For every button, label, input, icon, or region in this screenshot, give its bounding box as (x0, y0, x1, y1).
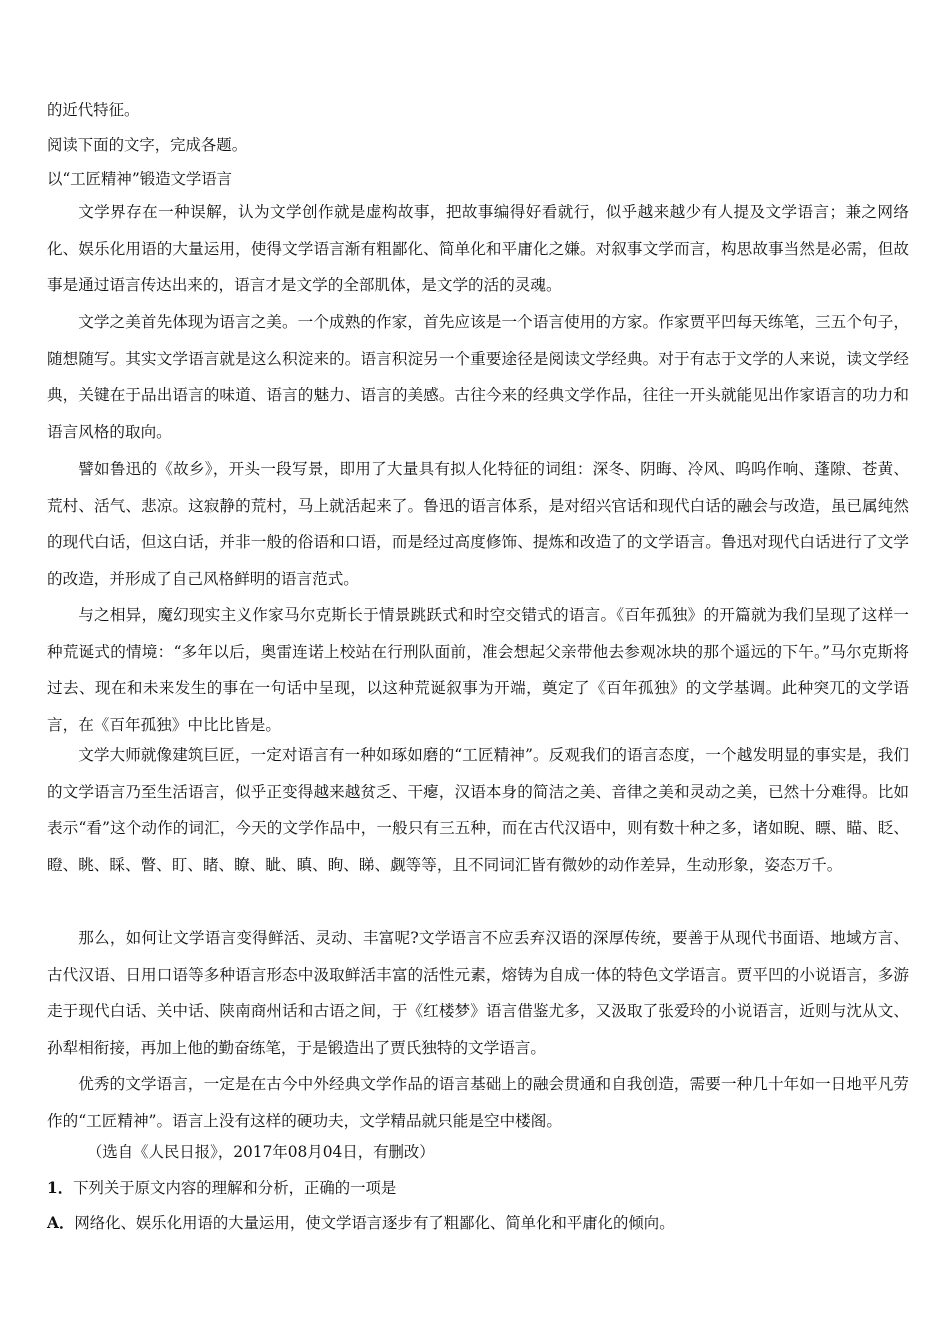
question-stem: 下列关于原文内容的理解和分析，正确的一项是 (73, 1179, 397, 1197)
article-paragraph-3: 譬如鲁迅的《故乡》，开头一段写景，即用了大量具有拟人化特征的词组：深冬、阴晦、冷风、呜呜作响、蓬隙、苍黄、荒村、活气、悲凉。这寂静的荒村，马上就活起来了。鲁迅的语言体系，是对绍兴官话和现代白话的融会与改造，虽已属纯然的现代白话，但这白话，并非一般的俗语和口语，而是经过高度修饰、提炼和改造了的文学语言。鲁迅对现代白话进行了文学的改造，并形成了自己风格鲜明的语言范式。 (47, 460, 909, 588)
article-paragraph-1: 文学界存在一种误解，认为文学创作就是虚构故事，把故事编得好看就行，似乎越来越少有人提及文学语言；兼之网络化、娱乐化用语的大量运用，使得文学语言渐有粗鄙化、简单化和平庸化之嫌。对叙事文学而言，构思故事当然是必需，但故事是通过语言传达出来的，语言才是文学的全部肌体，是文学的活的灵魂。 (47, 203, 909, 295)
reading-instruction: 阅读下面的文字，完成各题。 (47, 136, 248, 154)
article-paragraph-6: 那么，如何让文学语言变得鲜活、灵动、丰富呢?文学语言不应丢弃汉语的深厚传统，要善于从现代书面语、地域方言、古代汉语、日用口语等多种语言形态中汲取鲜活丰富的活性元素，熔铸为自成一体的特色文学语言。贾平凹的小说语言，多游走于现代白话、关中话、陕南商州话和古语之间，于《红楼梦》语言借鉴尤多，又汲取了张爱玲的小说语言，近则与沈从文、孙犁相衔接，再加上他的勤奋练笔，于是锻造出了贾氏独特的文学语言。 (47, 929, 909, 1057)
article-paragraph-7: 优秀的文学语言，一定是在古今中外经典文学作品的语言基础上的融会贯通和自我创造，需要一种几十年如一日地平凡劳作的“工匠精神”。语言上没有这样的硬功夫，文学精品就只能是空中楼阁。 (47, 1075, 909, 1130)
article-paragraph-2: 文学之美首先体现为语言之美。一个成熟的作家，首先应该是一个语言使用的方家。作家贾平凹每天练笔，三五个句子，随想随写。其实文学语言就是这么积淀来的。语言积淀另一个重要途径是阅读文学经典。对于有志于文学的人来说，读文学经典，关键在于品出语言的味道、语言的魅力、语言的美感。古往今来的经典文学作品，往往一开头就能见出作家语言的功力和语言风格的取向。 (47, 313, 909, 441)
option-a-text: 网络化、娱乐化用语的大量运用，使文学语言逐步有了粗鄙化、简单化和平庸化的倾向。 (74, 1214, 675, 1232)
article-paragraph-5: 文学大师就像建筑巨匠，一定对语言有一种如琢如磨的“工匠精神”。反观我们的语言态度，一个越发明显的事实是，我们的文学语言乃至生活语言，似乎正变得越来越贫乏、干瘪，汉语本身的简洁之美、音律之美和灵动之美，已然十分难得。比如表示“看”这个动作的词汇，今天的文学作品中，一般只有三五种，而在古代汉语中，则有数十种之多，诸如睨、瞟、瞄、眨、瞪、眺、睬、瞥、盯、睹、瞭、眦、瞋、眴、睇、觑等等，且不同词汇皆有微妙的动作差异，生动形象，姿态万千。 (47, 746, 909, 874)
previous-text-tail: 的近代特征。 (47, 101, 140, 119)
option-a-label: A． (47, 1214, 75, 1232)
article-title: 以“工匠精神”锻造文学语言 (47, 170, 233, 188)
question-number: 1． (47, 1179, 74, 1197)
article-paragraph-4: 与之相异，魔幻现实主义作家马尔克斯长于情景跳跃式和时空交错式的语言。《百年孤独》的开篇就为我们呈现了这样一种荒诞式的情境：“多年以后，奥雷连诺上校站在行刑队面前，准会想起父亲带他去参观冰块的那个遥远的下午。”马尔克斯将过去、现在和未来发生的事在一句话中呈现，以这种荒诞叙事为开端，奠定了《百年孤独》的文学基调。此种突兀的文学语言，在《百年孤独》中比比皆是。 (47, 606, 909, 734)
option-a[interactable] (47, 1212, 909, 1234)
question-1 (47, 1177, 909, 1199)
article-source: （选自《人民日报》，2017年08月04日，有删改） (87, 1143, 435, 1161)
